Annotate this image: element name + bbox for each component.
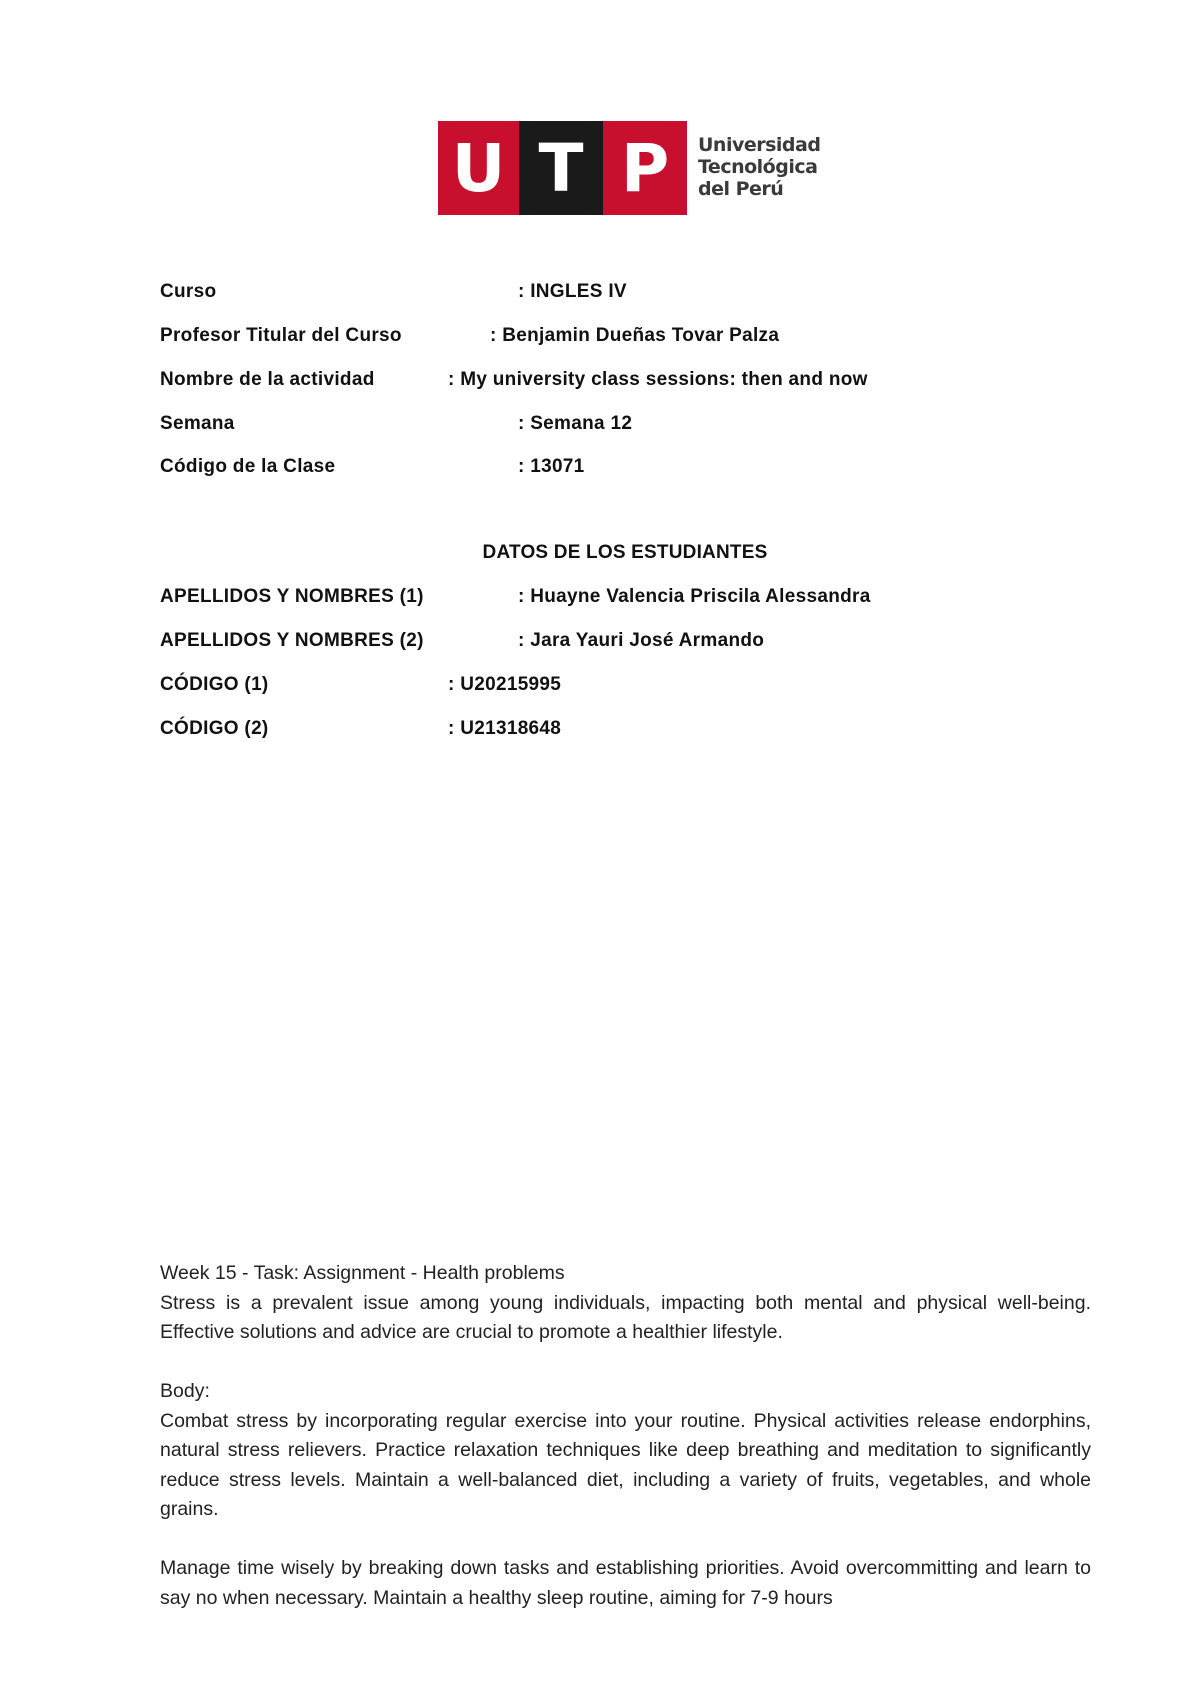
- logo-university-name: [698, 134, 821, 200]
- student-label: APELLIDOS Y NOMBRES (1): [160, 586, 424, 607]
- info-value: : 13071: [518, 456, 585, 477]
- assignment-section: [160, 1259, 1091, 1613]
- info-label: Curso: [160, 281, 217, 302]
- info-value: : Semana 12: [518, 413, 633, 434]
- logo-letter-t: T: [519, 121, 603, 215]
- assignment-title: Week 15 - Task: Assignment - Health problems: [160, 1262, 565, 1284]
- student-value: : Huayne Valencia Priscila Alessandra: [518, 586, 871, 607]
- assignment-paragraph: Combat stress by incorporating regular exercise into your routine. Physical activities release endorphins, natural stress relievers. Practice relaxation techniques like deep breathing and meditation to significantly reduce stress levels. Maintain a well-balanced diet, including a variety of fruits, vegetables, and whole grains.: [160, 1409, 1091, 1520]
- logo-letter-u: U: [438, 121, 519, 215]
- logo-name-line: del Perú: [698, 178, 784, 200]
- logo-name-line: Universidad: [698, 134, 821, 156]
- logo-name-line: Tecnológica: [698, 156, 818, 178]
- info-value: : My university class sessions: then and now: [448, 369, 868, 390]
- assignment-body-label: Body:: [160, 1380, 210, 1402]
- student-value: : U21318648: [448, 718, 562, 739]
- logo-letter-p: P: [603, 121, 687, 215]
- info-label: Profesor Titular del Curso: [160, 325, 402, 346]
- student-label: CÓDIGO (2): [160, 718, 269, 739]
- info-value: : INGLES IV: [518, 281, 627, 302]
- student-label: APELLIDOS Y NOMBRES (2): [160, 630, 424, 651]
- info-label: Semana: [160, 413, 235, 434]
- info-label: Nombre de la actividad: [160, 369, 375, 390]
- students-heading: DATOS DE LOS ESTUDIANTES: [482, 542, 768, 563]
- info-label: Código de la Clase: [160, 456, 336, 477]
- assignment-paragraph: Manage time wisely by breaking down tasks and establishing priorities. Avoid overcommitting and learn to say no when necessary. Maintain a healthy sleep routine, aiming for 7-9 hours: [160, 1557, 1091, 1609]
- student-label: CÓDIGO (1): [160, 674, 269, 695]
- student-value: : U20215995: [448, 674, 562, 695]
- info-value: : Benjamin Dueñas Tovar Palza: [490, 325, 780, 346]
- student-value: : Jara Yauri José Armando: [518, 630, 765, 651]
- utp-logo: [438, 121, 821, 215]
- assignment-intro: Stress is a prevalent issue among young individuals, impacting both mental and physical well-being. Effective solutions and advice are crucial to promote a healthier lifestyle.: [160, 1291, 1091, 1343]
